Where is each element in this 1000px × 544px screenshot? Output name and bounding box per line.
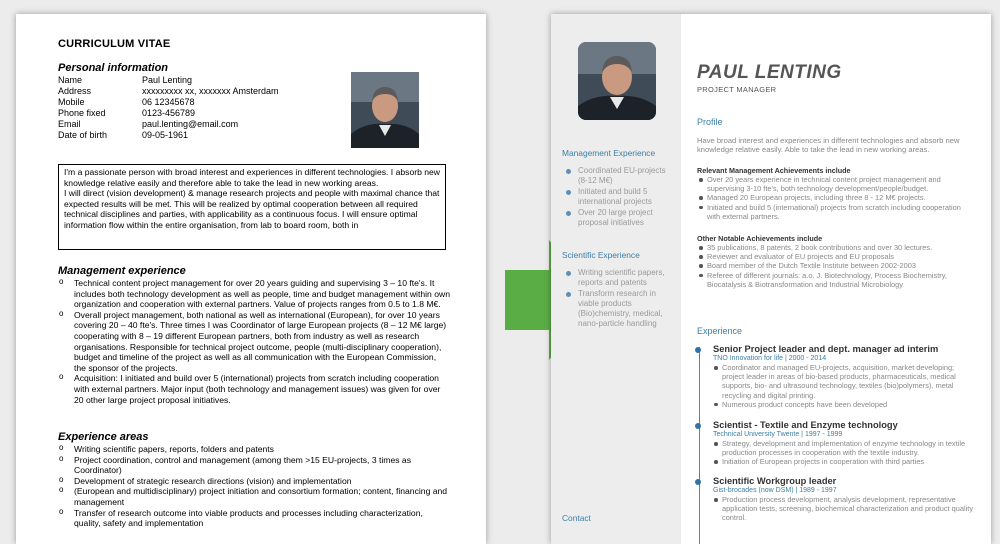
personal-row: Date of birth 09-05-1961 <box>58 130 189 140</box>
other-achievements-heading: Other Notable Achievements include <box>697 234 823 243</box>
list-item: Transform research in viable products (Bio)chemistry, medical, nano-particle handling <box>565 289 675 329</box>
list-item: Numerous product concepts have been developed <box>713 400 977 409</box>
list-item: Initiated and build 5 (international) projects from scratch including cooperation with external partners. <box>697 203 973 221</box>
personal-info <box>58 75 279 141</box>
personal-row: Name Paul Lenting <box>58 75 193 85</box>
person-name: PAUL LENTING <box>697 62 842 83</box>
experience-areas-heading: Experience areas <box>58 431 149 443</box>
list-item: 35 publications, 8 patents, 2 book contributions and over 30 lectures. <box>697 243 973 252</box>
side-scientific-heading: Scientific Experience <box>562 250 640 260</box>
list-item: Writing scientific papers, reports and patents <box>565 268 675 288</box>
profile-paragraph: I'm a passionate person with broad interest and experiences in different technologies. I absorb new knowledge relative easily and therefore able to take the lead in new working areas. <box>64 167 441 188</box>
list-item: Over 20 large project proposal initiatives <box>565 208 675 228</box>
other-achievements-list <box>697 243 973 289</box>
profile-heading: Profile <box>697 117 723 127</box>
list-item: o Development of strategic research directions (vision) and implementation <box>58 476 450 487</box>
new-cv-page <box>551 14 991 544</box>
portrait-photo <box>351 72 419 148</box>
list-item: Referee of different journals: a.o. J. Biotechnology, Process Biochemistry, Biocatalysis & Biotransformation and Industrial Microbiology <box>697 271 973 289</box>
list-item: o Overall project management, both national as well as international (European), for over 10 years covering 20 – 40 fte's. Three times I was Coordinator of large European projects (8 – 12 M€ large) cooperating with 8 – 19 different European partners, both from industry as well as research organisations. Responsible for technical project outcome, people (multi-disciplinary cooperation), budget and timeline of the project as well as all communication with the European Commission, the sponsor of the projects. <box>58 310 450 374</box>
relevant-achievements-heading: Relevant Management Achievements include <box>697 166 851 175</box>
list-item: Managed 20 European projects, including three 8 - 12 M€ projects. <box>697 193 973 202</box>
list-item: o Project coordination, control and management (among them >15 EU-projects, 3 times as Coordinator) <box>58 455 450 476</box>
management-list <box>58 278 450 405</box>
timeline-dot <box>695 479 701 485</box>
job-company: TNO Innovation for life | 2000 - 2014 <box>713 355 827 362</box>
list-item: o Technical content project management for over 20 years guiding and supervising 3 – 10 fte's. It includes both technology development as well as people, time and budget management within own organization and cooperation with external partners. Value of projects ranges from 0.5 to 1.8 M€. <box>58 278 450 310</box>
portrait-photo <box>578 42 656 120</box>
main-column <box>681 14 991 544</box>
timeline-dot <box>695 423 701 429</box>
cv-title: CURRICULUM VITAE <box>58 38 171 50</box>
personal-row: Address xxxxxxxxx xx, xxxxxxx Amsterdam <box>58 86 279 96</box>
list-item: Initiated and build 5 international projects <box>565 187 675 207</box>
list-item: o Transfer of research outcome into viable products and processes including characterization, quality, safety and implementation <box>58 508 450 529</box>
personal-heading: Personal information <box>58 62 169 74</box>
profile-paragraph: I will direct (vision development) & manage research projects and people with maximal chance that expected results will be met. This will be realized by optimal cooperation between all required technical disciplines and parties, with applicability as a continuous focus. I will ensure optimal information flow within the entire organisation, from lab to board room, both in <box>64 188 440 230</box>
list-item: Over 20 years experience in technical content project management and supervising 3-10 fte's, both technology development/people/budget. <box>697 175 973 193</box>
old-cv-page <box>16 14 486 544</box>
side-management-list <box>565 166 675 229</box>
profile-box <box>58 164 446 250</box>
relevant-achievements-list <box>697 175 973 221</box>
job-title: Senior Project leader and dept. manager ad interim <box>713 344 939 354</box>
list-item: o (European and multidisciplinary) project initiation and consortium formation; content, financing and management <box>58 486 450 507</box>
list-item: o Writing scientific papers, reports, folders and patents <box>58 444 450 455</box>
list-item: Production process development, analysis development, representative application tests, screening, biochemical characterization and product quality control. <box>713 495 977 523</box>
personal-row: Mobile 06 12345678 <box>58 97 195 107</box>
list-item: Reviewer and evaluator of EU projects and EU proposals <box>697 252 973 261</box>
list-item: Board member of the Dutch Textile Institute between 2002-2003 <box>697 261 973 270</box>
contact-heading: Contact <box>562 513 591 523</box>
job-entry <box>697 476 977 523</box>
job-company: Technical University Twente | 1997 - 1999 <box>713 431 843 438</box>
sidebar <box>551 14 681 544</box>
list-item: Initiation of European projects in cooperation with third parties <box>713 457 977 466</box>
job-entry <box>697 420 977 467</box>
person-role: PROJECT MANAGER <box>697 85 777 94</box>
management-heading: Management experience <box>58 265 186 277</box>
job-entry <box>697 344 977 409</box>
personal-row: Phone fixed 0123-456789 <box>58 108 196 118</box>
personal-row: Email paul.lenting@email.com <box>58 119 239 129</box>
profile-text: Have broad interest and experiences in different technologies and absorb new knowledge relative easily. Able to take the lead in new working areas. <box>697 136 960 155</box>
job-duties <box>713 363 977 409</box>
list-item: Coordinator and managed EU-projects, acquisition, market developing; project leader in areas of bio-based products, pharmaceuticals, medical supports, bio- and ultrasound technology, textiles (bio)polymers), metal recycling and digital printing. <box>713 363 977 400</box>
job-duties <box>713 495 977 523</box>
experience-heading: Experience <box>697 326 743 336</box>
job-title: Scientist - Textile and Enzyme technology <box>713 420 898 430</box>
list-item: Coordinated EU-projects (8-12 M€) <box>565 166 675 186</box>
job-duties <box>713 439 977 467</box>
side-management-heading: Management Experience <box>562 148 656 158</box>
side-scientific-list <box>565 268 675 330</box>
timeline-dot <box>695 347 701 353</box>
list-item: o Acquisition: I initiated and build over 5 (international) projects from scratch including cooperation with external partners. Major input (both technology and management issues) was given for over 20 other large project proposal initiatives. <box>58 373 450 405</box>
job-title: Scientific Workgroup leader <box>713 476 837 486</box>
job-company: Gist-brocades (now DSM) | 1989 - 1997 <box>713 487 837 494</box>
experience-areas-list <box>58 444 450 529</box>
list-item: Strategy, development and implementation of enzyme technology in textile production processes in cooperation with the textile industry. <box>713 439 977 457</box>
